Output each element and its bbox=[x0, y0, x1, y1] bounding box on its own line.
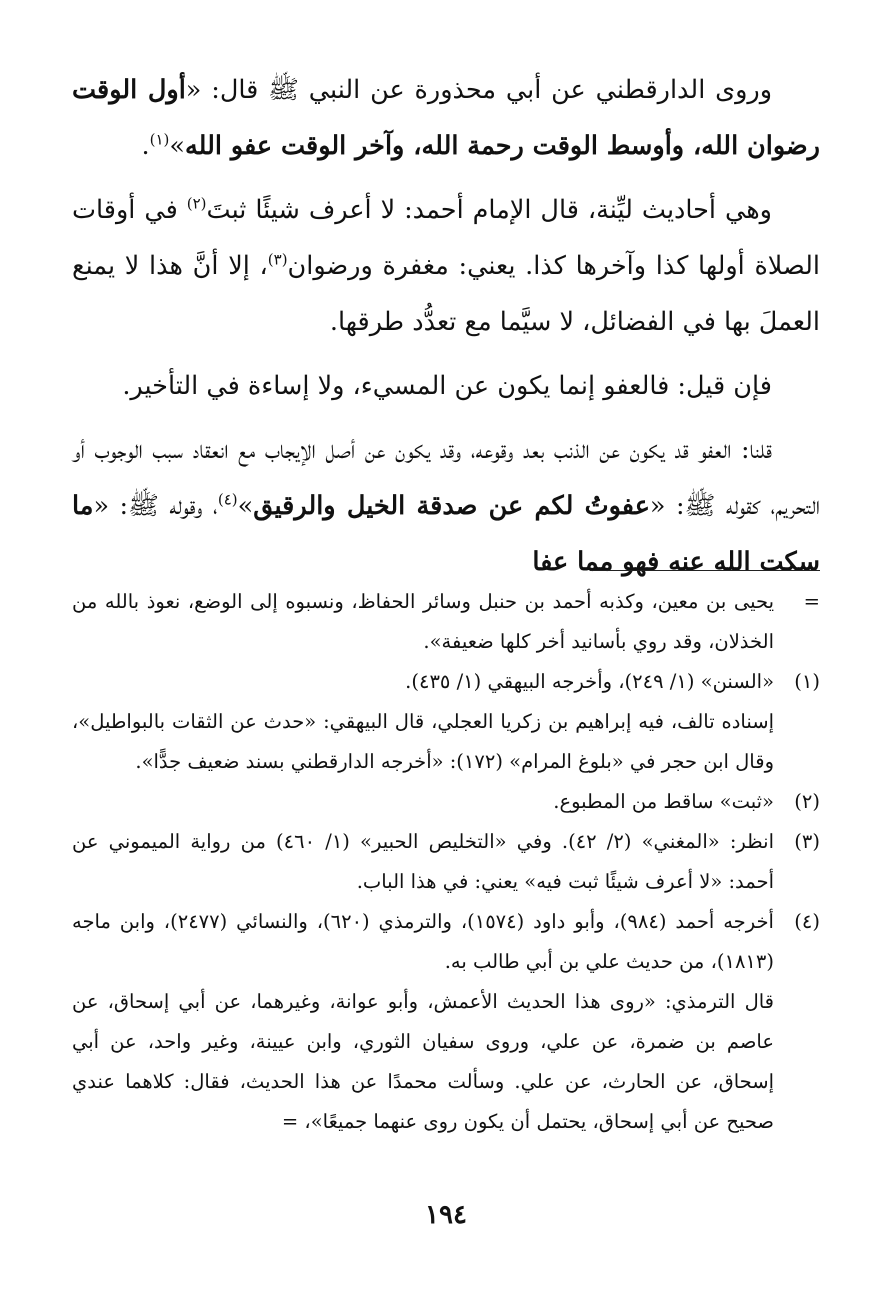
text-run: ، وقوله ﷺ: « bbox=[93, 491, 218, 521]
text-run: قلنا: العفو قد يكون عن الذنب بعد وقوعه، وقد يكون عن أصل الإيجاب مع انعقاد سبب الوجوب أو التحريم، كقوله ﷺ: « bbox=[72, 435, 820, 521]
page-number: ١٩٤ bbox=[425, 1200, 467, 1230]
footnote-1-continuation: إسناده تالف، فيه إبراهيم بن زكريا العجلي، قال البيهقي: «حدث عن الثقات بالبواطيل»، وقال ابن حجر في «بلوغ المرام» (١٧٢): «أخرجه الدارقطني بسند ضعيف جدًّا». bbox=[72, 710, 774, 773]
footnote-4 bbox=[72, 902, 820, 982]
text-run: » bbox=[169, 131, 185, 161]
text-run: . bbox=[141, 131, 150, 161]
text-run: ، إلا أنَّ هذا لا يمنع العملَ بها في الفضائل، لا سيَّما مع تعدُّد طرقها. bbox=[72, 251, 820, 337]
footnote-number: (١) bbox=[794, 670, 820, 693]
footnote-4-continuation: قال الترمذي: «روى هذا الحديث الأعمش، وأبو عوانة، وغيرهما، عن أبي إسحاق، عن عاصم بن ضمرة، عن علي، وروى سفيان الثوري، وابن عيينة، وغير واحد، عن أبي إسحاق، عن الحارث، عن علي. وسألت محمدًا عن هذا الحديث، فقال: كلاهما عندي صحيح عن أبي إسحاق، يحتمل أن يكون روى عنهما جميعًا»، = bbox=[72, 990, 774, 1133]
text-run: في أوقات الصلاة أولها كذا وآخرها كذا. يعني: مغفرة ورضوان bbox=[72, 195, 820, 281]
text-run: » bbox=[237, 491, 254, 521]
footnote-text: أخرجه أحمد (٩٨٤)، وأبو داود (١٥٧٤)، والترمذي (٦٢٠)، والنسائي (٢٤٧٧)، وابن ماجه (١٨١٣)، من حديث علي بن أبي طالب به. bbox=[72, 910, 774, 973]
text-run: وهي أحاديث ليِّنة، قال الإمام أحمد: لا أعرف شيئًا ثبتَ bbox=[206, 195, 772, 225]
continuation-marker: = bbox=[803, 590, 820, 613]
footnote-number: (٤) bbox=[794, 910, 820, 933]
footnote-ref-1[interactable]: (١) bbox=[149, 130, 170, 149]
paragraph-1 bbox=[72, 62, 820, 174]
footnote-2 bbox=[72, 782, 820, 822]
footnote-text: «ثبت» ساقط من المطبوع. bbox=[553, 790, 774, 813]
footnotes bbox=[72, 582, 820, 1142]
footnote-ref-3[interactable]: (٣) bbox=[267, 250, 288, 269]
paragraph-4 bbox=[72, 422, 820, 590]
footnote-ref-4[interactable]: (٤) bbox=[217, 490, 238, 509]
footnote-ref-2[interactable]: (٢) bbox=[186, 194, 207, 213]
main-text bbox=[72, 62, 820, 598]
footnote-number: (٣) bbox=[794, 830, 820, 853]
hadith-quote: ما سكت الله عنه فهو مما عفا bbox=[72, 491, 820, 577]
footnote-text: انظر: «المغني» (٢/ ٤٢). وفي «التخليص الحبير» (١/ ٤٦٠) من رواية الميموني عن أحمد: «لا أعرف شيئًا ثبت فيه» يعني: في هذا الباب. bbox=[72, 830, 774, 893]
footnote-3 bbox=[72, 822, 820, 902]
paragraph-2 bbox=[72, 182, 820, 350]
footnote-continued bbox=[72, 582, 820, 662]
footnote-separator bbox=[590, 570, 820, 571]
hadith-quote: أول الوقت رضوان الله، وأوسط الوقت رحمة الله، وآخر الوقت عفو الله bbox=[72, 75, 820, 161]
text-run: وروى الدارقطني عن أبي محذورة عن النبي ﷺ قال: « bbox=[185, 75, 773, 105]
footnote-1 bbox=[72, 662, 820, 702]
footnote-text: «السنن» (١/ ٢٤٩)، وأخرجه البيهقي (١/ ٤٣٥). bbox=[405, 670, 774, 693]
footnote-text: يحيى بن معين، وكذبه أحمد بن حنبل وسائر الحفاظ، ونسبوه إلى الوضع، نعوذ بالله من الخذلان، وقد روي بأسانيد أخر كلها ضعيفة». bbox=[72, 590, 774, 653]
footnote-number: (٢) bbox=[794, 790, 820, 813]
hadith-quote: عفوتُ لكم عن صدقة الخيل والرقيق bbox=[253, 491, 650, 521]
paragraph-3: فإن قيل: فالعفو إنما يكون عن المسيء، ولا إساءة في التأخير. bbox=[122, 371, 772, 401]
